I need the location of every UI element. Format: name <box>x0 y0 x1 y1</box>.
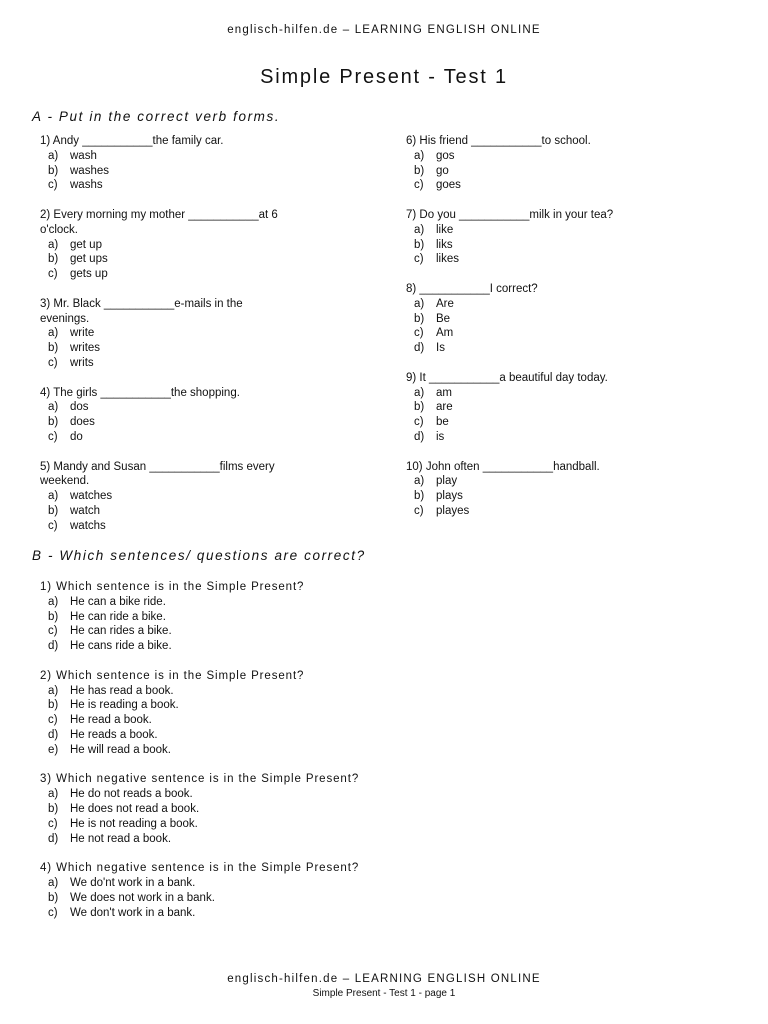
option-text: plays <box>436 490 463 503</box>
option-letter: d) <box>414 430 425 443</box>
question-text: 1) Andy ___________the family car. <box>40 135 224 147</box>
question <box>406 460 736 519</box>
option-letter: b) <box>48 891 59 904</box>
option-letter: c) <box>414 504 424 517</box>
option-text: He read a book. <box>70 714 152 727</box>
option-text: washes <box>70 164 109 177</box>
option-letter: b) <box>48 416 59 429</box>
answer-option <box>406 341 736 356</box>
answer-option <box>406 474 736 489</box>
question-text: 2) Which sentence is in the Simple Present? <box>40 669 305 682</box>
answer-option <box>40 326 370 341</box>
question-text: 2) Every morning my mother ___________at 6 o'clock. <box>40 208 278 236</box>
option-text: We do'nt work in a bank. <box>70 876 196 889</box>
section-a-right-column <box>406 134 736 534</box>
option-letter: b) <box>414 164 425 177</box>
option-letter: a) <box>414 386 425 399</box>
option-text: do <box>70 430 83 443</box>
answer-option <box>40 164 370 179</box>
option-letter: e) <box>48 743 59 756</box>
question-text: 4) Which negative sentence is in the Simple Present? <box>40 862 360 875</box>
option-letter: b) <box>48 253 59 266</box>
question-text: 8) ___________I correct? <box>406 282 538 295</box>
answer-option <box>40 415 370 430</box>
answer-option <box>40 267 370 282</box>
question <box>40 580 720 654</box>
option-text: writes <box>70 342 101 355</box>
answer-option <box>406 430 736 445</box>
question-text: 5) Mandy and Susan ___________films every weekend. <box>40 460 275 488</box>
option-letter: b) <box>48 699 59 712</box>
option-letter: b) <box>48 164 59 177</box>
answer-option <box>40 891 720 906</box>
question <box>40 386 370 445</box>
answer-option <box>40 149 370 164</box>
answer-option <box>40 876 720 891</box>
option-letter: c) <box>48 817 58 830</box>
question <box>406 371 736 445</box>
question <box>406 134 736 193</box>
option-letter: a) <box>414 297 425 310</box>
option-text: be <box>436 416 449 429</box>
option-text: play <box>436 475 458 488</box>
option-text: gos <box>436 149 455 162</box>
answer-option <box>40 728 720 743</box>
option-text: Be <box>436 312 451 325</box>
question <box>40 208 370 282</box>
option-letter: a) <box>48 401 59 414</box>
answer-option <box>406 149 736 164</box>
option-text: He cans ride a bike. <box>70 640 172 653</box>
answer-option <box>40 713 720 728</box>
question-text: 6) His friend ___________to school. <box>406 135 591 147</box>
option-letter: a) <box>48 149 59 162</box>
answer-option <box>40 832 720 847</box>
answer-option <box>40 817 720 832</box>
option-letter: d) <box>48 728 59 741</box>
option-text: watchs <box>70 519 106 532</box>
answer-option <box>40 684 720 699</box>
option-text: He is reading a book. <box>70 699 179 712</box>
question <box>40 297 370 371</box>
answer-option <box>40 595 720 610</box>
option-text: liks <box>436 238 453 251</box>
option-letter: c) <box>414 253 424 266</box>
option-letter: b) <box>48 504 59 517</box>
option-text: watches <box>70 490 113 503</box>
option-text: We don't work in a bank. <box>70 906 196 919</box>
section-b-column <box>40 580 720 935</box>
question <box>40 772 720 846</box>
option-letter: c) <box>48 714 58 727</box>
section-a-left-column <box>40 134 370 548</box>
option-text: like <box>436 223 454 236</box>
option-text: get ups <box>70 253 108 266</box>
option-letter: c) <box>48 519 58 532</box>
option-text: go <box>436 164 449 177</box>
option-text: He do not reads a book. <box>70 788 193 801</box>
option-text: Are <box>436 297 454 310</box>
answer-option <box>406 223 736 238</box>
option-text: am <box>436 386 452 399</box>
option-letter: a) <box>48 788 59 801</box>
page-title: Simple Present - Test 1 <box>260 66 508 88</box>
answer-option <box>40 400 370 415</box>
answer-option <box>40 743 720 758</box>
option-letter: b) <box>414 401 425 414</box>
answer-option <box>40 238 370 253</box>
option-letter: b) <box>414 238 425 251</box>
question <box>40 669 720 758</box>
option-letter: a) <box>414 223 425 236</box>
option-letter: c) <box>48 906 58 919</box>
answer-option <box>40 341 370 356</box>
answer-option <box>406 504 736 519</box>
option-text: watch <box>70 504 101 517</box>
option-letter: d) <box>48 640 59 653</box>
option-letter: b) <box>48 802 59 815</box>
option-text: He does not read a book. <box>70 802 200 815</box>
option-letter: b) <box>48 342 59 355</box>
answer-option <box>406 326 736 341</box>
option-letter: c) <box>48 179 58 192</box>
option-text: He can a bike ride. <box>70 595 166 608</box>
option-letter: a) <box>48 238 59 251</box>
option-letter: b) <box>48 610 59 623</box>
option-text: write <box>70 327 95 340</box>
option-text: writs <box>70 356 94 369</box>
answer-option <box>40 787 720 802</box>
answer-option <box>40 624 720 639</box>
option-letter: b) <box>414 312 425 325</box>
answer-option <box>406 415 736 430</box>
option-letter: a) <box>48 490 59 503</box>
option-text: is <box>436 430 445 443</box>
option-letter: c) <box>48 268 58 281</box>
option-text: get up <box>70 238 102 251</box>
section-a-heading: A - Put in the correct verb forms. <box>32 109 281 124</box>
option-letter: c) <box>414 416 424 429</box>
footer-site: englisch-hilfen.de – LEARNING ENGLISH ONLINE <box>227 973 541 985</box>
option-text: He not read a book. <box>70 832 172 845</box>
question-text: 3) Which negative sentence is in the Simple Present? <box>40 773 360 786</box>
option-text: He reads a book. <box>70 728 158 741</box>
answer-option <box>406 312 736 327</box>
answer-option <box>406 297 736 312</box>
page-header: englisch-hilfen.de – LEARNING ENGLISH ONLINE <box>227 24 541 36</box>
question-text: 1) Which sentence is in the Simple Present? <box>40 581 305 593</box>
footer-page-label: Simple Present - Test 1 - page 1 <box>312 988 456 999</box>
option-letter: b) <box>414 490 425 503</box>
question <box>40 861 720 920</box>
answer-option <box>406 238 736 253</box>
option-text: playes <box>436 504 470 517</box>
option-letter: c) <box>48 430 58 443</box>
question-text: 9) It ___________a beautiful day today. <box>406 371 608 384</box>
question <box>406 208 736 267</box>
option-letter: a) <box>414 149 425 162</box>
option-text: Am <box>436 327 454 340</box>
answer-option <box>40 178 370 193</box>
question-text: 3) Mr. Black ___________e-mails in the evenings. <box>40 297 243 325</box>
option-text: He can rides a bike. <box>70 625 172 638</box>
option-text: are <box>436 401 453 414</box>
option-text: dos <box>70 401 89 414</box>
answer-option <box>40 489 370 504</box>
answer-option <box>40 430 370 445</box>
answer-option <box>40 906 720 921</box>
answer-option <box>40 639 720 654</box>
option-text: He will read a book. <box>70 743 171 756</box>
option-text: washs <box>70 179 103 192</box>
option-text: We does not work in a bank. <box>70 891 215 904</box>
option-letter: a) <box>48 327 59 340</box>
answer-option <box>406 252 736 267</box>
option-letter: a) <box>48 595 59 608</box>
question <box>40 134 370 193</box>
answer-option <box>40 519 370 534</box>
answer-option <box>406 178 736 193</box>
option-text: does <box>70 416 95 429</box>
answer-option <box>406 164 736 179</box>
section-b-heading: B - Which sentences/ questions are correct? <box>32 548 366 563</box>
question-text: 4) The girls ___________the shopping. <box>40 386 240 399</box>
answer-option <box>40 610 720 625</box>
option-letter: c) <box>414 179 424 192</box>
option-text: He has read a book. <box>70 684 174 697</box>
option-letter: c) <box>48 356 58 369</box>
option-letter: d) <box>48 832 59 845</box>
answer-option <box>40 252 370 267</box>
option-letter: d) <box>414 342 425 355</box>
option-text: wash <box>70 149 97 162</box>
answer-option <box>40 504 370 519</box>
option-text: He is not reading a book. <box>70 817 198 830</box>
answer-option <box>406 400 736 415</box>
answer-option <box>406 489 736 504</box>
question-text: 10) John often ___________handball. <box>406 460 600 473</box>
option-letter: c) <box>48 625 58 638</box>
option-text: gets up <box>70 268 108 281</box>
option-text: He can ride a bike. <box>70 610 166 623</box>
option-letter: c) <box>414 327 424 340</box>
option-text: goes <box>436 179 461 192</box>
question <box>40 460 370 534</box>
answer-option <box>40 356 370 371</box>
option-letter: a) <box>48 684 59 697</box>
question <box>406 282 736 356</box>
option-letter: a) <box>48 876 59 889</box>
option-letter: a) <box>414 475 425 488</box>
answer-option <box>406 386 736 401</box>
answer-option <box>40 802 720 817</box>
answer-option <box>40 698 720 713</box>
question-text: 7) Do you ___________milk in your tea? <box>406 208 614 221</box>
option-text: Is <box>436 342 445 355</box>
option-text: likes <box>436 253 460 266</box>
